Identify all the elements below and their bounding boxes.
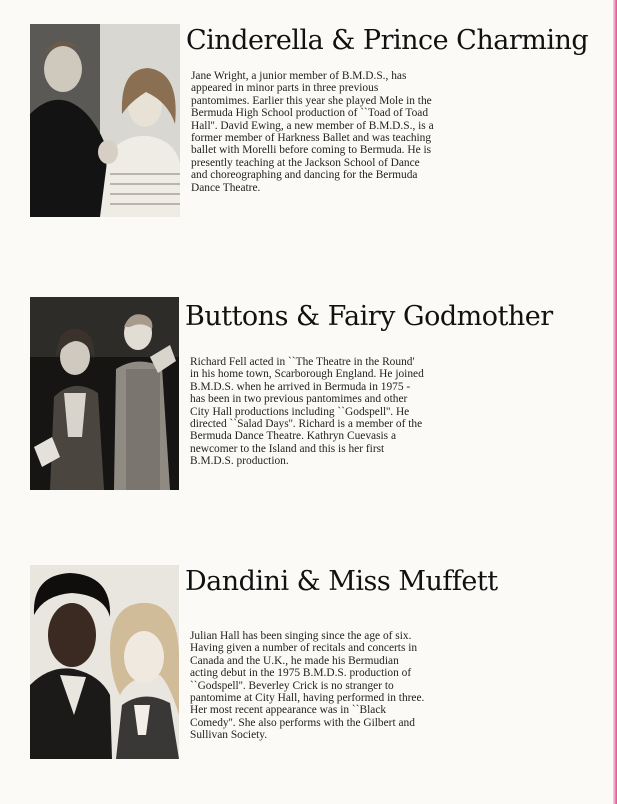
bio-text: Jane Wright, a junior member of B.M.D.S., has appeared in minor parts in three previous pantomimes. Earlier this year she played Mole in the Bermuda High School production of ``Toad of Toad Hall''. David Ewing, a new member of B.M.D.S., is a former member of Harkness Ballet and was teaching ballet with Morelli before coming to Bermuda. He is presently teaching at the Jackson School of Dance and choreographing and dancing for the Bermuda Dance Theatre. [191,70,434,194]
section-bio [190,630,426,742]
cast-photo-dandini-muffett [30,565,179,759]
bio-text: Richard Fell acted in ``The Theatre in the Round' in his home town, Scarborough England. He joined B.M.D.S. when he arrived in Bermuda in 1975 - has been in two previous pantomimes and other City Hall productions including ``Godspell''. He directed ``Salad Days''. Richard is a member of the Bermuda Dance Theatre. Kathryn Cuevasis a newcomer to the Island and this is her first B.M.D.S. production. [190,356,424,468]
section-bio [190,356,426,468]
cast-photo-buttons-godmother [30,297,179,490]
section-heading: Buttons & Fairy Godmother [185,301,553,332]
section-heading: Cinderella & Prince Charming [186,25,589,56]
cast-photo-cinderella-prince [30,24,180,217]
section-heading: Dandini & Miss Muffett [185,566,498,597]
page-edge [613,0,617,804]
section-bio [191,70,436,194]
bio-text: Julian Hall has been singing since the age of six. Having given a number of recitals and concerts in Canada and the U.K., he made his Bermudian acting debut in the 1975 B.M.D.S. production of ``Godspell''. Beverley Crick is no stranger to pantomime at City Hall, having performed in three. Her most recent appearance was in ``Black Comedy''. She also performs with the Gilbert and Sullivan Society. [190,630,425,742]
